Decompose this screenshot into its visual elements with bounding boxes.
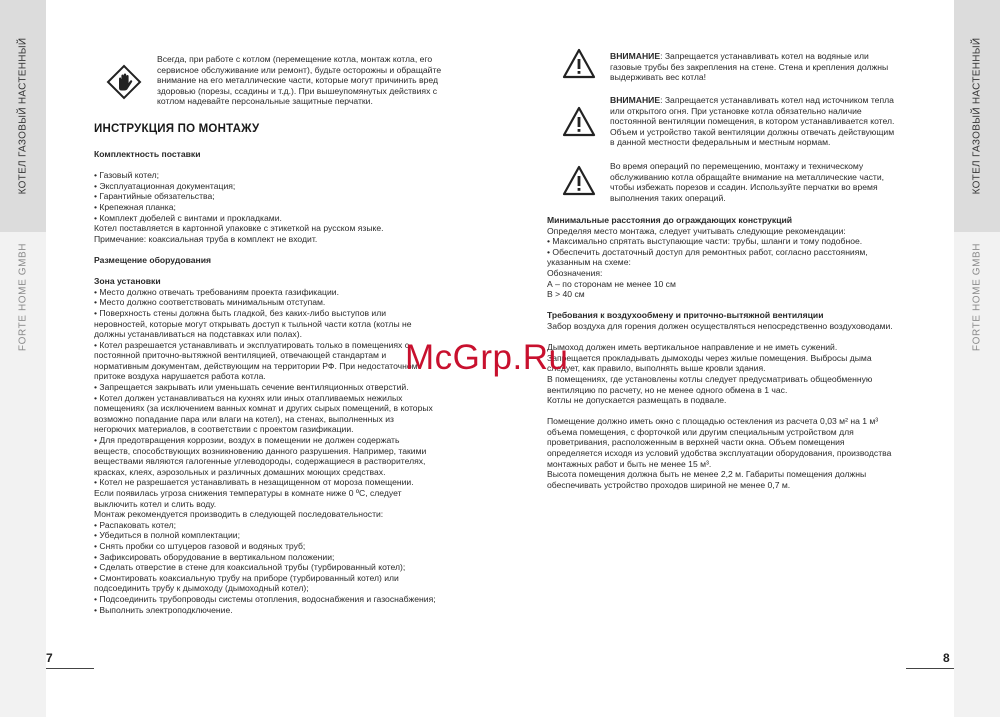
- page-number-right: 8: [943, 651, 950, 665]
- warning-triangle-icon: [562, 48, 596, 80]
- glove-hand-icon: [106, 64, 142, 100]
- warning-label: ВНИМАНИЕ: [610, 95, 661, 105]
- watermark: McGrp.Ru: [405, 338, 569, 377]
- warning-text-3: Во время операций по перемещению, монтажу и техническому обслуживанию котла обращайте внимание на металлические части, чтобы избежать порезов и ссадин. Используйте перчатки во время выполнения таких операций.: [610, 161, 885, 203]
- left-body-text: Комплектность поставки • Газовый котел; • Эксплуатационная документация; • Гарантийные обязательства; • Крепежная планка; • Комплект дюбелей с винтами и прокладками. Котел поставляется в картонной упаковке с этикеткой на русском языке. Примечание: коаксиальная труба в комплект не входит. Размещение оборудования Зона установки • Место должно отвечать требованиям проекта газификации. • Место должно соответствовать минимальным отступам. • Поверхность стены должна быть гладкой, без каких-либо выступов или неровностей, которые могут открывать доступ к тыльной части котла (котлы не должны устанавливаться на подставках или полах). • Котел разрешается устанавливать и эксплуатировать только в помещениях с постоянной приточно-вытяжной вентиляцией, отвечающей стандартам и нормативным документам, действующим на территории РФ. При недостаточном притоке воздуха нарушается работа котла. • Запрещается закрывать или уменьшать сечение вентиляционных отверстий. • Котел должен устанавливаться на кухнях или иных отапливаемых нежилых помещениях (за исключением ванных комнат и других сырых помещений, в которых возможно попадание пара или влаги на котел), на стенах, выполненных из негорючих материалов, в соответствии с проектом газификации. • Для предотвращения коррозии, воздух в помещении не должен содержать веществ, способствующих возникновению данного разрушения. Например, такими веществами являются галогенные углеводороды, содержащиеся в растворителях, красках, клеях, аэрозольных и различных домашних моющих средствах. • Котел не разрешается устанавливать в незащищенном от мороза помещении. Если появилась угроза снижения температуры в комнате ниже 0 ºС, следует выключить котел и слить воду. Монтаж рекомендуется производить в следующей последовательности: • Распаковать котел; • Убедиться в полной комплектации; • Снять пробки со штуцеров газовой и водяных труб; • Зафиксировать оборудование в вертикальном положении; • Сделать отверстие в стене для коаксиальной трубы (турбированный котел); • Смонтировать коаксиальную трубу на приборе (турбированный котел) или подсоединить трубу к дымоходу (дымоходный котел); • Подсоединить трубопроводы системы отопления, водоснабжения и газоснабжения; • Выполнить электроподключение.: [94, 149, 436, 615]
- right-body-text: Минимальные расстояния до ограждающих конструкций Определяя место монтажа, следует учитывать следующие рекомендации: • Максимально спрятать выступающие части: трубы, шланги и тому подобное. • Обеспечить достаточный доступ для ремонтных работ, согласно расстояниям, указанным на схеме: Обозначения: А – по сторонам не менее 10 см В > 40 см Требования к воздухообмену и приточно-вытяжной вентиляции Забор воздуха для горения должен осуществляться непосредственно воздуховодами. Дымоход должен иметь вертикальное направление и не иметь сужений. Запрещается прокладывать дымоходы через жилые помещения. Выбросы дыма следует, как правило, выполнять выше кровли здания. В помещениях, где установлены котлы следует предусматривать общеобменную вентиляцию по расчету, но не менее одного обмена в 1 час. Котлы не допускается размещать в подвале. Помещение должно иметь окно с площадью остекления из расчета 0,03 м² на 1 м³ объема помещения, с форточкой или другим специальным устройством для проветривания, расположенным в верхней части окна. Объем помещения определяется исходя из условий удобства эксплуатации оборудования, производства монтажных работ и быть не менее 15 м³. Высота помещения должна быть не менее 2,2 м. Габариты помещения должны обеспечивать устройство проходов шириной не менее 0,7 м.: [547, 215, 893, 490]
- warning-label: ВНИМАНИЕ: [610, 51, 661, 61]
- section-heading: Минимальные расстояния до ограждающих конструкций: [547, 215, 793, 225]
- left-side-tab: [0, 0, 46, 717]
- warning-triangle-icon: [562, 165, 596, 197]
- side-tab-product: КОТЕЛ ГАЗОВЫЙ НАСТЕННЫЙ: [971, 37, 983, 195]
- page-number-rule: [906, 668, 954, 669]
- section-heading: Зона установки: [94, 276, 161, 287]
- section-heading: Размещение оборудования: [94, 254, 212, 265]
- glove-warning-text: Всегда, при работе с котлом (перемещение котла, монтаж котла, его сервисное обслуживание или ремонт), будьте осторожны и обращайте внимание на его металлические части, которые могут причинить вред здоровью (порезы, ссадины и т.д.). При вышеупомянутых действиях с котлом надевайте персональные защитные перчатки.: [157, 54, 442, 107]
- warning-triangle-icon: [562, 106, 596, 138]
- section-heading: Требования к воздухообмену и приточно-вытяжной вентиляции: [547, 310, 824, 321]
- side-tab-brand: FORTE HOME GMBH: [17, 242, 29, 352]
- page-number-left: 7: [46, 651, 53, 665]
- section-heading: Комплектность поставки: [94, 149, 201, 159]
- side-tab-product: КОТЕЛ ГАЗОВЫЙ НАСТЕННЫЙ: [17, 37, 29, 195]
- page-number-rule: [46, 668, 94, 669]
- side-tab-brand: FORTE HOME GMBH: [971, 242, 983, 352]
- page-title: ИНСТРУКЦИЯ ПО МОНТАЖУ: [94, 123, 260, 135]
- warning-text-2: ВНИМАНИЕ: Запрещается устанавливать котел над источником тепла или открытого огня. При установке котла обязательно наличие постоянной вентиляции помещения, в котором устанавливается котел. Объем и устройство такой вентиляции должны отвечать действующим в данной местности федеральным и местным нормам.: [610, 95, 895, 148]
- warning-text-1: ВНИМАНИЕ: Запрещается устанавливать котел на водяные или газовые трубы без закрепления на стене. Стена и крепления должны выдерживать вес котла!: [610, 51, 889, 83]
- right-side-tab: [954, 0, 1000, 717]
